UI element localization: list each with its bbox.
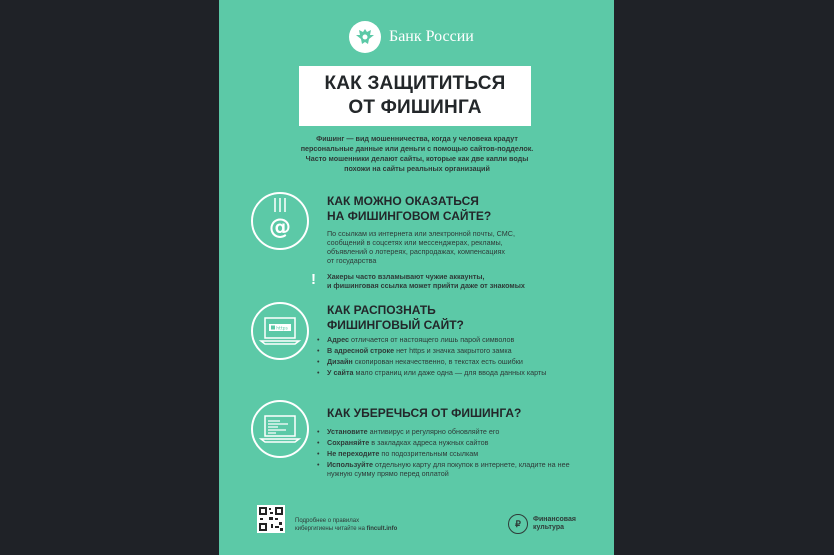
section1-text-line-4: от государства	[327, 256, 377, 265]
footer-text-line-2: кибергигиены читайте на	[295, 526, 367, 532]
section3-heading: КАК УБЕРЕЧЬСЯ ОТ ФИШИНГА?	[327, 406, 522, 420]
svg-text:@: @	[269, 215, 291, 240]
section1-text-line-1: По ссылкам из интернета или электронной почты, СМС,	[327, 229, 515, 238]
list-item: • В адресной строке нет https и значка закрытого замка	[317, 346, 577, 355]
list-item: • Используйте отдельную карту для покупок в интернете, кладите на нее нужную сумму прямо перед оплатой	[317, 460, 577, 478]
list-item: • У сайта мало страниц или даже одна — для ввода данных карты	[317, 368, 577, 377]
list-item: • Дизайн скопирован некачественно, в текстах есть ошибки	[317, 357, 577, 366]
footer-site-link[interactable]: fincult.info	[366, 526, 398, 532]
laptop-code-icon	[251, 400, 309, 458]
section1-text-line-3: объявлений о лотереях, распродажах, компенсациях	[327, 247, 506, 256]
fincult-label	[533, 516, 576, 532]
fincult-label-line-2: культура	[533, 524, 565, 531]
section1-text	[327, 229, 577, 265]
bank-name: Банк России	[389, 28, 474, 45]
section2-heading-line-2: ФИШИНГОВЫЙ САЙТ?	[327, 318, 464, 332]
section2-heading-line-1: КАК РАСПОЗНАТЬ	[327, 303, 436, 317]
title-line-1: КАК ЗАЩИТИТЬСЯ	[324, 73, 506, 94]
list-item: • Адрес отличается от настоящего лишь парой символов	[317, 335, 577, 344]
eagle-emblem-icon	[349, 21, 381, 53]
footer-text-line-1: Подробнее о правилах	[295, 518, 360, 524]
section2-heading	[327, 303, 464, 333]
section3-list	[317, 427, 577, 480]
fincult-label-line-1: Финансовая	[533, 516, 576, 523]
intro-line-4: похожи на сайты реальных организаций	[344, 164, 490, 173]
intro-text	[279, 134, 555, 174]
section1-heading-line-1: КАК МОЖНО ОКАЗАТЬСЯ	[327, 194, 479, 208]
list-item: • Не переходите по подозрительным ссылкам	[317, 449, 577, 458]
intro-line-2: персональные данные или деньги с помощью сайтов-подделок.	[300, 144, 534, 153]
qr-code-icon[interactable]	[257, 505, 285, 533]
laptop-https-label: https	[276, 326, 288, 332]
list-item: • Сохраняйте в закладках адреса нужных сайтов	[317, 438, 577, 447]
section1-heading-line-2: НА ФИШИНГОВОМ САЙТЕ?	[327, 209, 492, 223]
bank-logo	[349, 21, 474, 53]
warning-text	[327, 272, 577, 290]
phishing-hook-icon	[251, 192, 309, 250]
section1-heading	[327, 194, 491, 224]
fincult-logo	[508, 514, 576, 534]
ruble-icon: ₽	[508, 514, 528, 534]
intro-line-1: Фишинг — вид мошенничества, когда у человека крадут	[316, 134, 518, 143]
title-line-2: ОТ ФИШИНГА	[348, 97, 482, 118]
warning-line-1: Хакеры часто взламывают чужие аккаунты,	[327, 272, 485, 281]
list-item: • Установите антивирус и регулярно обновляйте его	[317, 427, 577, 436]
section2-list	[317, 335, 577, 379]
intro-line-3: Часто мошенники делают сайты, которые как две капли воды	[305, 154, 529, 163]
poster	[219, 0, 614, 555]
warning-icon: !	[311, 271, 316, 288]
section1-text-line-2: сообщений в соцсетях или мессенджерах, рекламы,	[327, 238, 503, 247]
page-title	[299, 66, 531, 126]
laptop-lock-icon	[251, 302, 309, 360]
footer-text	[295, 517, 397, 533]
warning-line-2: и фишинговая ссылка может прийти даже от знакомых	[327, 281, 525, 290]
